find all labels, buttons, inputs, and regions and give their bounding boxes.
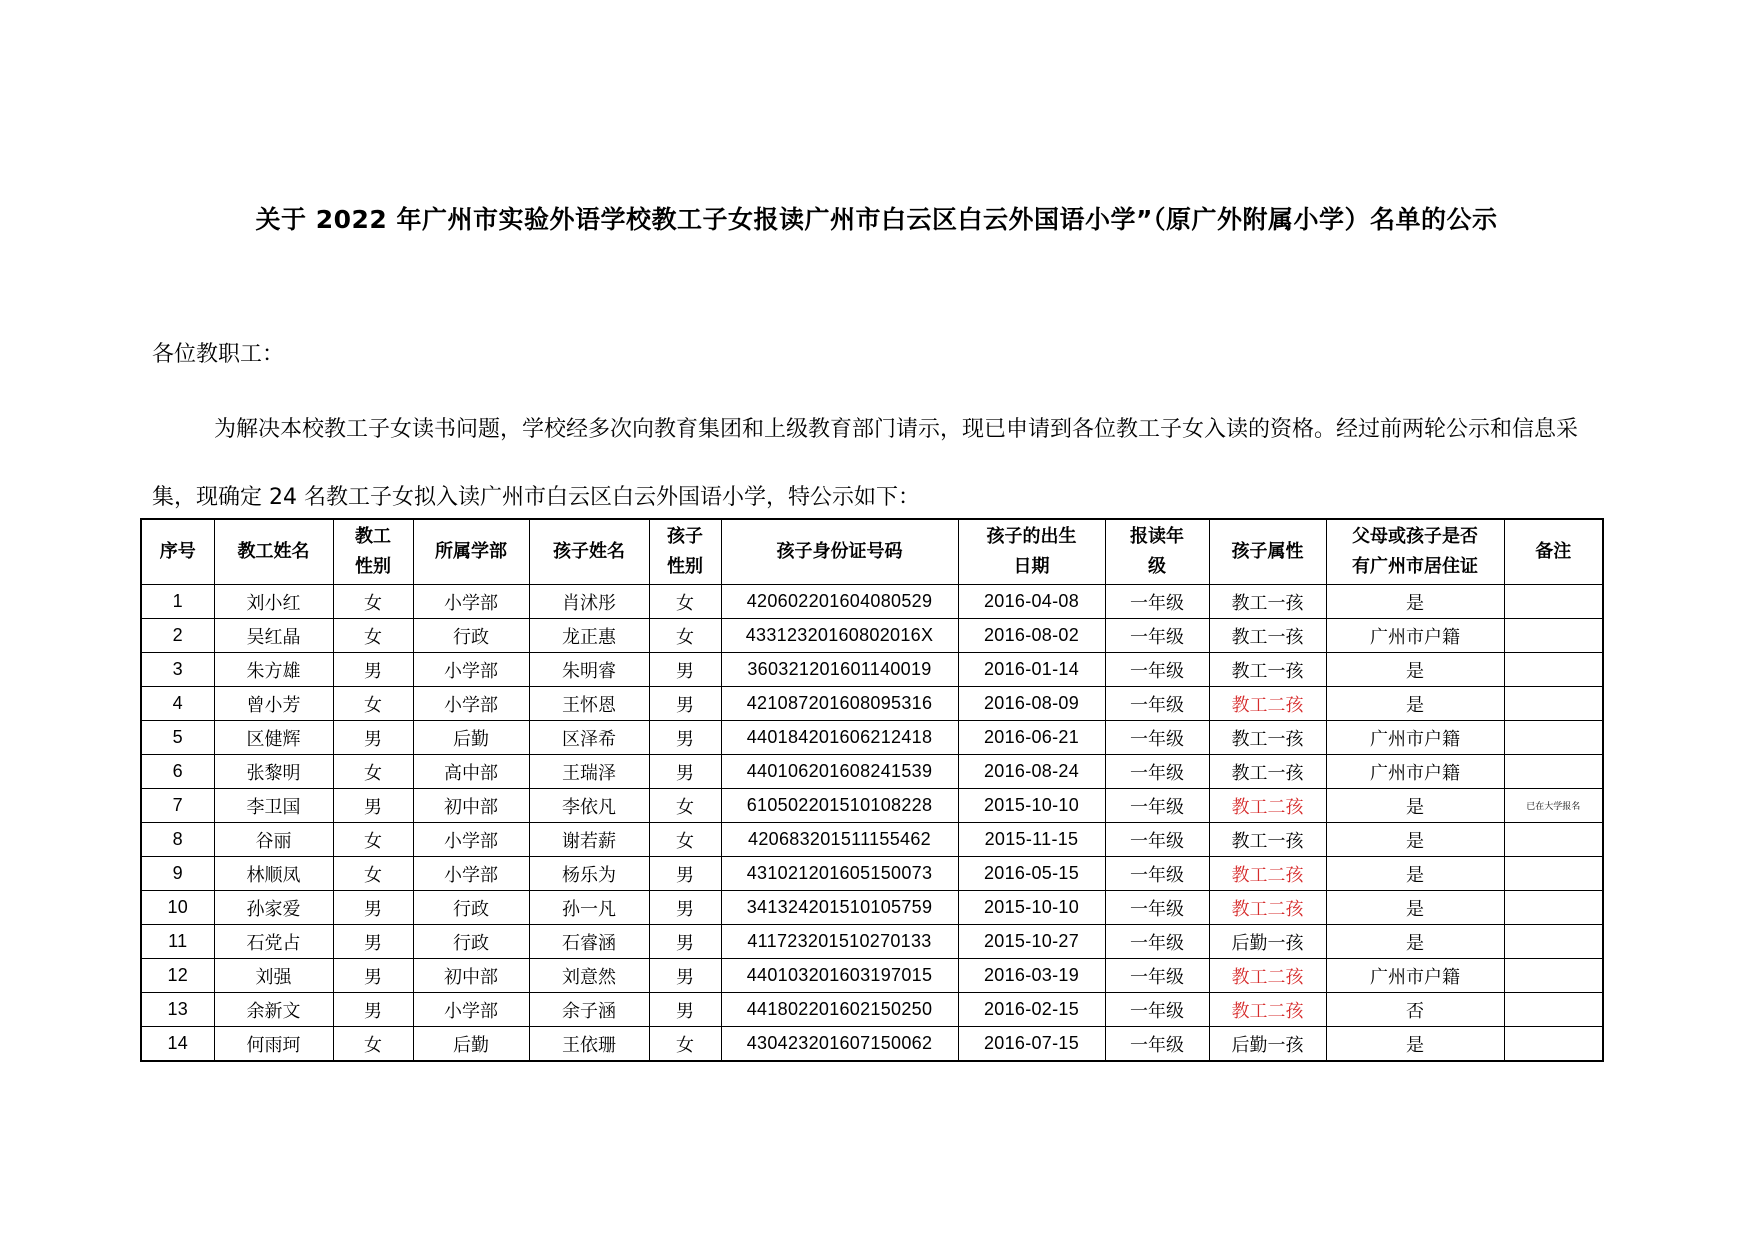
department-cell: 行政 <box>413 619 529 653</box>
child-attribute-cell: 教工一孩 <box>1209 619 1326 653</box>
remarks-cell: 已在大学报名 <box>1504 789 1603 823</box>
child-gender-cell: 男 <box>649 721 721 755</box>
remarks-cell <box>1504 857 1603 891</box>
child-attribute-cell: 教工一孩 <box>1209 585 1326 619</box>
remarks-cell <box>1504 755 1603 789</box>
grade-cell: 一年级 <box>1105 789 1209 823</box>
teacher-name-cell: 朱方雄 <box>214 653 333 687</box>
department-cell: 小学部 <box>413 993 529 1027</box>
birth-date-cell: 2016-02-15 <box>958 993 1105 1027</box>
roster-table <box>140 518 1604 1062</box>
birth-date-cell: 2015-10-10 <box>958 789 1105 823</box>
birth-date-cell: 2015-10-27 <box>958 925 1105 959</box>
grade-cell: 一年级 <box>1105 993 1209 1027</box>
child-id-number-cell: 430423201607150062 <box>721 1027 958 1062</box>
teacher-name-cell: 曾小芳 <box>214 687 333 721</box>
department-cell: 高中部 <box>413 755 529 789</box>
teacher-gender-cell: 女 <box>333 857 413 891</box>
row-number-cell: 13 <box>141 993 214 1027</box>
child-gender-cell: 女 <box>649 619 721 653</box>
teacher-gender-cell: 男 <box>333 925 413 959</box>
table-row <box>141 619 1603 653</box>
remarks-cell <box>1504 993 1603 1027</box>
child-id-number-cell: 421087201608095316 <box>721 687 958 721</box>
child-id-number-cell: 341324201510105759 <box>721 891 958 925</box>
child-gender-cell: 女 <box>649 823 721 857</box>
header-col-no: 序号 <box>141 519 214 585</box>
grade-cell: 一年级 <box>1105 1027 1209 1062</box>
child-id-number-cell: 440106201608241539 <box>721 755 958 789</box>
row-number-cell: 8 <box>141 823 214 857</box>
remarks-cell <box>1504 1027 1603 1062</box>
child-attribute-cell: 后勤一孩 <box>1209 1027 1326 1062</box>
birth-date-cell: 2016-07-15 <box>958 1027 1105 1062</box>
header-col-child-id: 孩子身份证号码 <box>721 519 958 585</box>
child-attribute-cell: 教工一孩 <box>1209 755 1326 789</box>
row-number-cell: 7 <box>141 789 214 823</box>
teacher-name-cell: 石党占 <box>214 925 333 959</box>
child-name-cell: 余子涵 <box>529 993 649 1027</box>
residence-permit-cell: 广州市户籍 <box>1326 721 1504 755</box>
row-number-cell: 14 <box>141 1027 214 1062</box>
table-row <box>141 721 1603 755</box>
birth-date-cell: 2016-08-09 <box>958 687 1105 721</box>
child-gender-cell: 男 <box>649 755 721 789</box>
child-name-cell: 王瑞泽 <box>529 755 649 789</box>
child-name-cell: 朱明睿 <box>529 653 649 687</box>
department-cell: 行政 <box>413 891 529 925</box>
remarks-cell <box>1504 925 1603 959</box>
child-gender-cell: 男 <box>649 687 721 721</box>
teacher-name-cell: 何雨珂 <box>214 1027 333 1062</box>
child-attribute-cell: 教工二孩 <box>1209 959 1326 993</box>
header-col-remarks: 备注 <box>1504 519 1603 585</box>
child-gender-cell: 男 <box>649 857 721 891</box>
row-number-cell: 12 <box>141 959 214 993</box>
birth-date-cell: 2016-03-19 <box>958 959 1105 993</box>
table-row <box>141 687 1603 721</box>
residence-permit-cell: 是 <box>1326 653 1504 687</box>
child-id-number-cell: 411723201510270133 <box>721 925 958 959</box>
child-attribute-cell: 后勤一孩 <box>1209 925 1326 959</box>
child-name-cell: 石睿涵 <box>529 925 649 959</box>
remarks-cell <box>1504 619 1603 653</box>
teacher-name-cell: 吴红晶 <box>214 619 333 653</box>
department-cell: 后勤 <box>413 1027 529 1062</box>
remarks-cell <box>1504 653 1603 687</box>
child-attribute-cell: 教工二孩 <box>1209 857 1326 891</box>
child-id-number-cell: 440184201606212418 <box>721 721 958 755</box>
birth-date-cell: 2016-04-08 <box>958 585 1105 619</box>
residence-permit-cell: 是 <box>1326 585 1504 619</box>
teacher-name-cell: 李卫国 <box>214 789 333 823</box>
child-attribute-cell: 教工一孩 <box>1209 721 1326 755</box>
teacher-gender-cell: 男 <box>333 959 413 993</box>
header-col-department: 所属学部 <box>413 519 529 585</box>
child-gender-cell: 男 <box>649 653 721 687</box>
child-name-cell: 谢若薪 <box>529 823 649 857</box>
residence-permit-cell: 是 <box>1326 687 1504 721</box>
table-header-row <box>141 519 1603 585</box>
grade-cell: 一年级 <box>1105 823 1209 857</box>
teacher-gender-cell: 女 <box>333 1027 413 1062</box>
child-id-number-cell: 441802201602150250 <box>721 993 958 1027</box>
teacher-gender-cell: 男 <box>333 993 413 1027</box>
notice-paragraph: 为解决本校教工子女读书问题，学校经多次向教育集团和上级教育部门请示，现已申请到各位教工子女入读的资格。经过前两轮公示和信息采集，现确定 24 名教工子女拟入读广州市白云区白云外国语小学，特公示如下： <box>152 417 1579 510</box>
table-row <box>141 823 1603 857</box>
child-attribute-cell: 教工二孩 <box>1209 891 1326 925</box>
teacher-name-cell: 张黎明 <box>214 755 333 789</box>
teacher-name-cell: 谷丽 <box>214 823 333 857</box>
teacher-gender-cell: 男 <box>333 891 413 925</box>
child-name-cell: 肖沭彤 <box>529 585 649 619</box>
teacher-name-cell: 孙家爱 <box>214 891 333 925</box>
teacher-gender-cell: 女 <box>333 619 413 653</box>
row-number-cell: 3 <box>141 653 214 687</box>
grade-cell: 一年级 <box>1105 755 1209 789</box>
child-id-number-cell: 360321201601140019 <box>721 653 958 687</box>
grade-cell: 一年级 <box>1105 687 1209 721</box>
birth-date-cell: 2016-08-24 <box>958 755 1105 789</box>
row-number-cell: 5 <box>141 721 214 755</box>
table-row <box>141 993 1603 1027</box>
teacher-name-cell: 刘小红 <box>214 585 333 619</box>
remarks-cell <box>1504 959 1603 993</box>
child-gender-cell: 男 <box>649 925 721 959</box>
residence-permit-cell: 是 <box>1326 857 1504 891</box>
child-name-cell: 王依珊 <box>529 1027 649 1062</box>
child-name-cell: 王怀恩 <box>529 687 649 721</box>
table-row <box>141 653 1603 687</box>
child-gender-cell: 女 <box>649 1027 721 1062</box>
teacher-gender-cell: 男 <box>333 653 413 687</box>
table-row <box>141 789 1603 823</box>
table-row <box>141 585 1603 619</box>
teacher-name-cell: 林顺凤 <box>214 857 333 891</box>
birth-date-cell: 2015-11-15 <box>958 823 1105 857</box>
page-title: 关于 2022 年广州市实验外语学校教工子女报读广州市白云区白云外国语小学”（原广外附属小学）名单的公示 <box>255 205 1498 234</box>
child-id-number-cell: 610502201510108228 <box>721 789 958 823</box>
grade-cell: 一年级 <box>1105 721 1209 755</box>
remarks-cell <box>1504 721 1603 755</box>
child-id-number-cell: 43312320160802016X <box>721 619 958 653</box>
child-name-cell: 区泽希 <box>529 721 649 755</box>
department-cell: 小学部 <box>413 857 529 891</box>
department-cell: 小学部 <box>413 653 529 687</box>
teacher-gender-cell: 女 <box>333 755 413 789</box>
child-id-number-cell: 420602201604080529 <box>721 585 958 619</box>
remarks-cell <box>1504 687 1603 721</box>
grade-cell: 一年级 <box>1105 585 1209 619</box>
table-row <box>141 1027 1603 1062</box>
child-name-cell: 龙正惠 <box>529 619 649 653</box>
teacher-gender-cell: 女 <box>333 823 413 857</box>
child-name-cell: 李依凡 <box>529 789 649 823</box>
header-col-teacher-name: 教工姓名 <box>214 519 333 585</box>
row-number-cell: 2 <box>141 619 214 653</box>
child-gender-cell: 男 <box>649 993 721 1027</box>
department-cell: 初中部 <box>413 789 529 823</box>
table-row <box>141 755 1603 789</box>
child-attribute-cell: 教工二孩 <box>1209 993 1326 1027</box>
child-gender-cell: 女 <box>649 585 721 619</box>
department-cell: 后勤 <box>413 721 529 755</box>
table-row <box>141 891 1603 925</box>
child-attribute-cell: 教工二孩 <box>1209 789 1326 823</box>
child-attribute-cell: 教工二孩 <box>1209 687 1326 721</box>
residence-permit-cell: 是 <box>1326 789 1504 823</box>
row-number-cell: 9 <box>141 857 214 891</box>
residence-permit-cell: 广州市户籍 <box>1326 619 1504 653</box>
residence-permit-cell: 是 <box>1326 823 1504 857</box>
child-attribute-cell: 教工一孩 <box>1209 653 1326 687</box>
table-row <box>141 925 1603 959</box>
birth-date-cell: 2016-05-15 <box>958 857 1105 891</box>
residence-permit-cell: 是 <box>1326 925 1504 959</box>
child-attribute-cell: 教工一孩 <box>1209 823 1326 857</box>
header-col-birth-date: 孩子的出生 日期 <box>958 519 1105 585</box>
grade-cell: 一年级 <box>1105 857 1209 891</box>
birth-date-cell: 2016-06-21 <box>958 721 1105 755</box>
residence-permit-cell: 广州市户籍 <box>1326 755 1504 789</box>
header-col-child-attribute: 孩子属性 <box>1209 519 1326 585</box>
header-col-teacher-gender: 教工 性别 <box>333 519 413 585</box>
row-number-cell: 10 <box>141 891 214 925</box>
child-id-number-cell: 420683201511155462 <box>721 823 958 857</box>
department-cell: 初中部 <box>413 959 529 993</box>
residence-permit-cell: 广州市户籍 <box>1326 959 1504 993</box>
row-number-cell: 6 <box>141 755 214 789</box>
table-row <box>141 857 1603 891</box>
teacher-gender-cell: 女 <box>333 687 413 721</box>
child-gender-cell: 男 <box>649 959 721 993</box>
remarks-cell <box>1504 891 1603 925</box>
residence-permit-cell: 否 <box>1326 993 1504 1027</box>
teacher-gender-cell: 男 <box>333 721 413 755</box>
teacher-gender-cell: 男 <box>333 789 413 823</box>
birth-date-cell: 2015-10-10 <box>958 891 1105 925</box>
department-cell: 小学部 <box>413 687 529 721</box>
child-id-number-cell: 431021201605150073 <box>721 857 958 891</box>
birth-date-cell: 2016-01-14 <box>958 653 1105 687</box>
residence-permit-cell: 是 <box>1326 891 1504 925</box>
child-name-cell: 刘意然 <box>529 959 649 993</box>
header-col-child-name: 孩子姓名 <box>529 519 649 585</box>
teacher-name-cell: 区健辉 <box>214 721 333 755</box>
row-number-cell: 11 <box>141 925 214 959</box>
grade-cell: 一年级 <box>1105 619 1209 653</box>
row-number-cell: 1 <box>141 585 214 619</box>
table-row <box>141 959 1603 993</box>
residence-permit-cell: 是 <box>1326 1027 1504 1062</box>
department-cell: 小学部 <box>413 585 529 619</box>
table-body <box>141 585 1603 1062</box>
row-number-cell: 4 <box>141 687 214 721</box>
teacher-gender-cell: 女 <box>333 585 413 619</box>
remarks-cell <box>1504 585 1603 619</box>
remarks-cell <box>1504 823 1603 857</box>
grade-cell: 一年级 <box>1105 959 1209 993</box>
grade-cell: 一年级 <box>1105 925 1209 959</box>
child-name-cell: 孙一凡 <box>529 891 649 925</box>
greeting: 各位教职工： <box>152 342 285 367</box>
department-cell: 小学部 <box>413 823 529 857</box>
grade-cell: 一年级 <box>1105 891 1209 925</box>
child-name-cell: 杨乐为 <box>529 857 649 891</box>
child-gender-cell: 女 <box>649 789 721 823</box>
teacher-name-cell: 余新文 <box>214 993 333 1027</box>
header-col-child-gender: 孩子 性别 <box>649 519 721 585</box>
birth-date-cell: 2016-08-02 <box>958 619 1105 653</box>
child-gender-cell: 男 <box>649 891 721 925</box>
child-id-number-cell: 440103201603197015 <box>721 959 958 993</box>
teacher-name-cell: 刘强 <box>214 959 333 993</box>
grade-cell: 一年级 <box>1105 653 1209 687</box>
department-cell: 行政 <box>413 925 529 959</box>
header-col-grade: 报读年 级 <box>1105 519 1209 585</box>
header-col-residence-permit: 父母或孩子是否 有广州市居住证 <box>1326 519 1504 585</box>
